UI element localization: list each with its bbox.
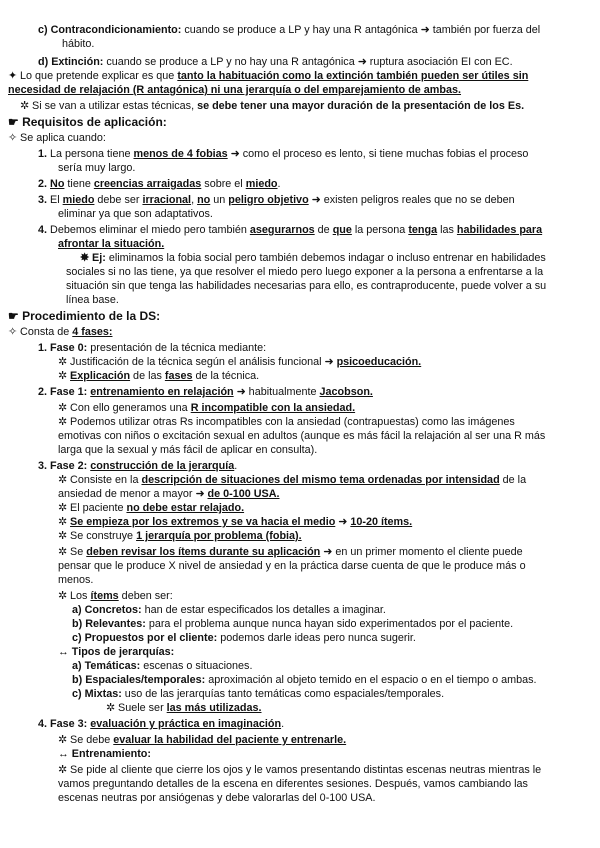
text-run: psicoeducación. [336,356,422,368]
text-run: Mixtas: [84,688,122,700]
line-se-aplica [8,132,106,145]
text-run: 4. [38,718,51,730]
req-3-line-1 [38,194,515,207]
text-run: ✲ Se debe [58,734,114,746]
text-run: ✲ [58,516,71,528]
text-run: ítems [90,590,119,602]
req-1-line-1 [38,148,528,161]
text-run: sociales si no las tiene, ya que resolver el miedo pero luego exponer a la persona a enfrentarse a la [66,266,544,278]
fase2-relajado [58,502,244,515]
text-run: irracional [142,194,192,206]
fase3-pide-1 [58,764,541,777]
text-run: se debe tener una mayor duración de la presentación de los Es. [197,100,525,112]
text-run: las más utilizadas. [166,702,262,714]
ej-line-4 [66,294,119,307]
text-run: ☛ Procedimiento de la DS: [8,309,161,323]
text-run: ✲ Se pide al cliente que cierre los ojos y le vamos presentando distintas escenas neutras mientras le [58,764,542,776]
text-run: aproximación al objeto temido en el espacio o en el tiempo o ambas. [205,674,537,686]
ej-line-2 [66,266,543,279]
fase3-title [38,718,284,731]
text-run: . [234,460,238,472]
text-run: 3. [38,194,51,206]
text-run: ✲ Con ello generamos una [58,402,191,414]
fase2-items [58,590,173,603]
text-run: ➜ habitualmente [233,386,320,398]
text-run: c) [72,688,85,700]
text-run: ➜ como el proceso es lento, si tiene muchas fobias el proceso [227,148,529,160]
text-run: 1. [38,148,51,160]
text-run: Propuestos por el cliente: [84,632,218,644]
text-run: Fase 0: [50,342,88,354]
text-run: Se empieza por los extremos y se va hacia el medio [70,516,336,528]
text-run: 3. [38,460,51,472]
text-run: larga que la sexual y más fácil de aplicar en consulta). [58,444,318,456]
fase2-revisar-3 [58,574,93,587]
text-run: de las [130,370,165,382]
text-run: Concretos: [84,604,142,616]
text-run: tanto la habituación como la extinción también pueden ser útiles sin [177,70,529,82]
text-run: ✲ Los [58,590,91,602]
text-run: tiene [64,178,94,190]
text-run: han de estar especificados los detalles a imaginar. [141,604,386,616]
text-run: Debemos eliminar el miedo pero también [50,224,250,236]
text-run: presentación de la técnica mediante: [87,342,267,354]
text-run: fases [164,370,193,382]
text-run: miedo [245,178,278,190]
text-run: entrenamiento en relajación [90,386,234,398]
fase2-construye [58,530,302,543]
fase2-consiste-1 [58,474,526,487]
text-run: Explicación [70,370,131,382]
text-run: 2. [38,178,51,190]
req-4-line-1 [38,224,542,237]
text-run: escenas o situaciones. [140,660,253,672]
text-run: Tipos de jerarquías: [71,646,175,658]
tipos-mixtas [72,688,444,701]
fase2-title [38,460,237,473]
line-contracondicionamiento-1 [38,24,540,37]
text-run: ✦ Lo que pretende explicar es que [8,70,178,82]
text-run: Jacobson. [319,386,373,398]
text-run: afrontar la situación. [58,238,165,250]
text-run: ➜ existen peligros reales que no se deben [308,194,515,206]
tipos-espaciales [72,674,537,687]
text-run: ✲ Se [58,546,87,558]
text-run: de 0-100 USA. [207,488,280,500]
text-run: no debe estar relajado. [126,502,245,514]
text-run: b) [72,674,86,686]
text-run: 10-20 ítems. [350,516,413,528]
text-run: Relevantes: [85,618,146,630]
text-run: situación sin que tenga las habilidades necesarias para ello, es contraproducente, puede volver a su [66,280,547,292]
text-run: construcción de la jerarquía [90,460,235,472]
text-run: Espaciales/temporales: [85,674,206,686]
text-run: escenas neutras por ansiógenas y debe valorarlas del 0-100 USA. [58,792,376,804]
text-run: de la técnica. [192,370,260,382]
text-run: tenga [408,224,438,236]
fase1-generamos [58,402,355,415]
fase2-revisar-2 [58,560,526,573]
fase3-pide-2 [58,778,528,791]
text-run: Temáticas: [84,660,141,672]
text-run: eliminar ya que son adaptativos. [58,208,213,220]
text-run: un [210,194,229,206]
heading-requisitos [8,116,167,129]
text-run: vamos preguntando detalles de la escena en diferentes sesiones. Después, vamos cambiando las [58,778,528,790]
fase1-title [38,386,373,399]
text-run: de [314,224,333,236]
line-consta [8,326,112,339]
text-run: debe ser [94,194,143,206]
text-run: ✸ Ej: [80,252,106,264]
text-run: ➜ [335,516,351,528]
text-run: ✲ Se construye [58,530,137,542]
line-pretende-1 [8,70,528,83]
text-run: ansiedad de menor a mayor ➜ [58,488,208,500]
req-4-line-2 [58,238,164,251]
tipos-jerarquias [58,646,174,659]
text-run: uso de las jerarquías tanto temáticas como espaciales/temporales. [121,688,445,700]
text-run: hábito. [62,38,95,50]
req-3-line-2 [58,208,213,221]
text-run: ↔ [58,646,72,658]
text-run: ☛ Requisitos de aplicación: [8,115,167,129]
text-run: sería muy largo. [58,162,136,174]
fase2-extremos [58,516,412,529]
heading-procedimiento [8,310,160,323]
text-run: ↔ [58,748,72,760]
text-run: ✧ Consta de [8,326,73,338]
text-run: Entrenamiento: [71,748,151,760]
text-run: Fase 2: [50,460,88,472]
text-run: Contracondicionamiento: [50,24,182,36]
fase0-explicacion [58,370,259,383]
tipos-tematicas [72,660,252,673]
line-pretende-2 [8,84,461,97]
fase1-otras-3 [58,444,317,457]
ej-line-1 [80,252,546,265]
text-run: 1 jerarquía por problema (fobia). [136,530,302,542]
text-run: las [437,224,457,236]
text-run: línea base. [66,294,119,306]
text-run: d) [38,56,52,68]
text-run: c) [38,24,51,36]
text-run: ✧ Se aplica cuando: [8,132,106,144]
items-propuestos [72,632,416,645]
text-run: habilidades para [456,224,543,236]
items-concretos [72,604,386,617]
text-run: b) [72,618,86,630]
line-extincion [38,56,513,69]
text-run: Fase 3: [50,718,88,730]
line-contracondicionamiento-2 [62,38,94,51]
text-run: peligro objetivo [228,194,309,206]
text-run: . [281,718,285,730]
text-run: pensar que le produce X nivel de ansiedad y en la práctica darse cuenta de que le produce más o [58,560,526,572]
req-1-line-2 [58,162,135,175]
text-run: . [277,178,281,190]
fase2-revisar-1 [58,546,523,559]
text-run: que [332,224,352,236]
items-relevantes [72,618,513,631]
text-run: descripción de situaciones del mismo tema ordenadas por intensidad [141,474,500,486]
text-run: , [191,194,198,206]
text-run: de la [499,474,527,486]
text-run: 4. [38,224,51,236]
text-run: Fase 1: [50,386,88,398]
text-run: creencias arraigadas [93,178,202,190]
text-run: 4 fases: [72,326,113,338]
text-run: c) [72,632,85,644]
text-run: No [50,178,65,190]
text-run: ✲ Suele ser [106,702,167,714]
text-run: ➜ en un primer momento el cliente puede [320,546,523,558]
line-duracion [20,100,524,113]
text-run: podemos darle ideas pero nunca sugerir. [217,632,416,644]
fase3-pide-3 [58,792,376,805]
text-run: necesidad de relajación (R antagónica) ni una jerarquía o del emparejamiento de ambas. [8,84,462,96]
text-run: R incompatible con la ansiedad. [190,402,356,414]
text-run: El [50,194,63,206]
fase3-evaluar [58,734,346,747]
fase3-entrenamiento [58,748,151,761]
text-run: la persona [351,224,409,236]
text-run: Extinción: [51,56,104,68]
text-run: ✲ [58,370,71,382]
text-run: cuando se produce a LP y no hay una R antagónica ➜ ruptura asociación EI con EC. [103,56,513,68]
text-run: miedo [62,194,95,206]
text-run: asegurarnos [249,224,315,236]
fase0-title [38,342,266,355]
text-run: deben revisar los ítems durante su aplicación [86,546,321,558]
text-run: evaluar la habilidad del paciente y entrenarle. [113,734,347,746]
text-run: ✲ Si se van a utilizar estas técnicas, [20,100,198,112]
fase1-otras-1 [58,416,515,429]
req-2 [38,178,281,191]
fase0-justificacion [58,356,421,369]
text-run: sobre el [201,178,246,190]
text-run: ✲ Podemos utilizar otras Rs incompatibles con la ansiedad (contrapuestas) como las imágenes [58,416,515,428]
text-run: ✲ Consiste en la [58,474,142,486]
text-run: menos. [58,574,94,586]
text-run: para el problema aunque nunca hayan sido experimentados por el paciente. [145,618,514,630]
text-run: evaluación y práctica en imaginación [90,718,282,730]
text-run: 1. [38,342,51,354]
text-run: ✲ Justificación de la técnica según el análisis funcional ➜ [58,356,337,368]
text-run: deben ser: [118,590,173,602]
text-run: a) [72,660,85,672]
fase2-consiste-2 [58,488,280,501]
tipos-mixtas-suele [106,702,262,715]
text-run: 2. [38,386,51,398]
text-run: a) [72,604,85,616]
text-run: emotivas con niños o excitación sexual en adultos (aunque es más fácil la relajación al ser una R más [58,430,546,442]
text-run: cuando se produce a LP y hay una R antagónica ➜ también por fuerza del [181,24,541,36]
ej-line-3 [66,280,546,293]
text-run: menos de 4 fobias [133,148,228,160]
text-run: no [197,194,211,206]
text-run: eliminamos la fobia social pero también debemos indagar o incluso entrenar en habilidades [105,252,546,264]
text-run: ✲ El paciente [58,502,127,514]
text-run: La persona tiene [50,148,134,160]
fase1-otras-2 [58,430,545,443]
